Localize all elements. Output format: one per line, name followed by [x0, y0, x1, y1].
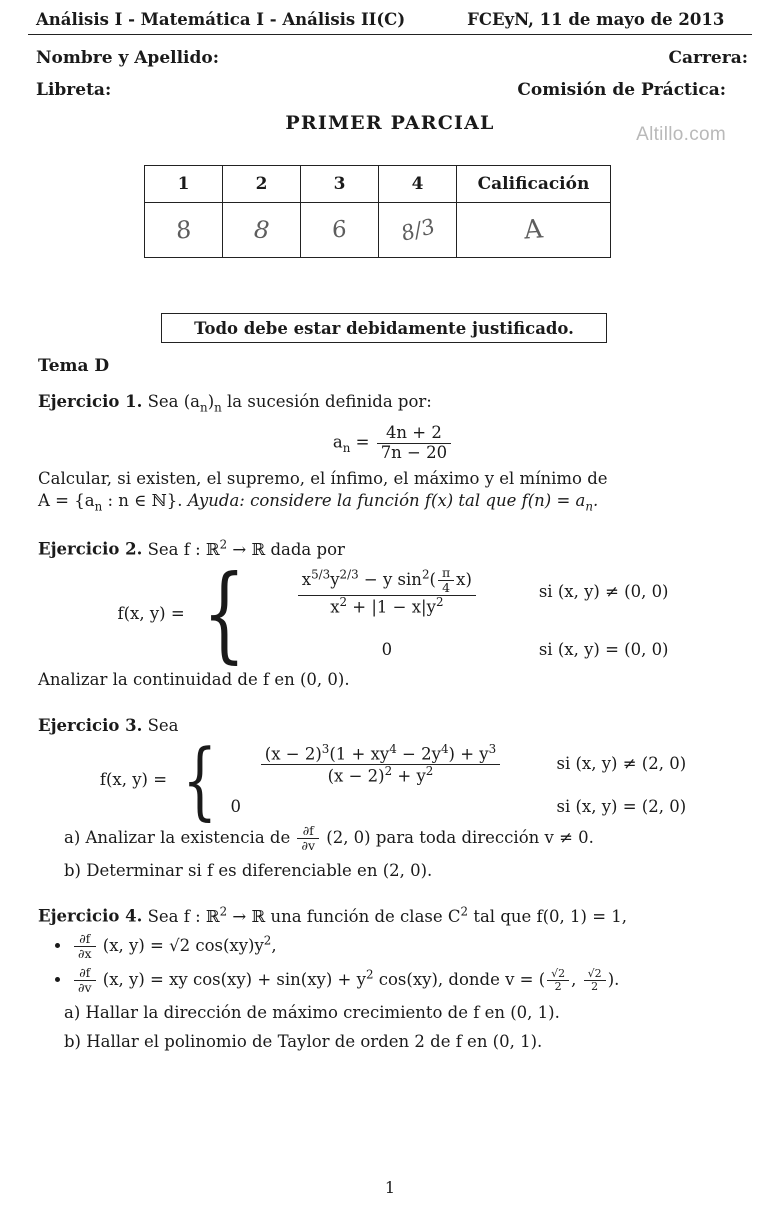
fraction — [298, 566, 476, 617]
exercise-2-formula — [38, 552, 748, 675]
fraction-numerator: $(x - 2)^3(1 + xy^4 - 2y^4) + y^3$ — [261, 743, 500, 765]
fraction — [261, 743, 500, 786]
case-row — [261, 639, 669, 661]
fraction-numerator: 4n + 2 — [377, 424, 451, 443]
grade-cell-2 — [223, 203, 301, 258]
exercise-2 — [38, 537, 748, 560]
table-header-cell: 2 — [223, 166, 301, 203]
grade-cell-3 — [301, 203, 379, 258]
notice-box — [161, 313, 607, 343]
exercise-1-body-2: $A = \{a_n$ : n ∈ ℕ}. Ayuda: considere la función f(x) tal que $f(n) = a_n$. — [38, 491, 599, 514]
id-commission-row — [36, 80, 748, 100]
piecewise-3 — [99, 730, 687, 829]
table-row — [145, 203, 611, 258]
cases — [230, 743, 686, 818]
tema-label: Tema D — [38, 356, 110, 376]
case-value — [261, 566, 513, 617]
name-career-row — [36, 48, 748, 68]
exercise-1 — [38, 391, 748, 416]
partial-derivative: $\frac{\partial f}{\partial v}$ — [297, 824, 319, 853]
header-line — [36, 10, 748, 29]
case-value: 0 — [230, 796, 241, 816]
notice-text: Todo debe estar debidamente justificado. — [194, 318, 574, 338]
handwritten-mark: 8 — [175, 214, 192, 246]
exercise-1-hint: Ayuda: considere la función f(x) tal que $f(n) = a_n$. — [187, 491, 599, 514]
name-label: Nombre y Apellido: — [36, 48, 220, 68]
exercise-2-lhs: f(x, y) = — [117, 603, 185, 623]
exercise-4-item-a: a) Hallar la dirección de máximo crecimiento de f en (0, 1). — [64, 1003, 560, 1023]
exercise-1-intro: Sea $(a_n)_n$ la sucesión definida por: — [147, 392, 432, 415]
table-header-row — [145, 166, 611, 203]
exercise-1-label: Ejercicio 1. — [38, 392, 143, 412]
grade-table — [144, 165, 611, 258]
exercise-3-formula — [38, 730, 748, 829]
grade-cell-4 — [379, 203, 457, 258]
list-item: • $\frac{\partial f}{\partial x}$ (x, y) = √2 $\cos(xy)y^2$, — [72, 932, 748, 961]
fraction-denominator: $x^2 + |1 - x|y^2$ — [330, 595, 444, 617]
table-header-cell: 4 — [379, 166, 457, 203]
case-condition: si (x, y) = (2, 0) — [556, 796, 687, 816]
case-row — [261, 566, 669, 617]
career-label: Carrera: — [668, 48, 748, 68]
brace: { — [182, 730, 218, 829]
table-header-cell: Calificación — [457, 166, 611, 203]
exercise-2-label: Ejercicio 2. — [38, 539, 143, 559]
brace: { — [202, 552, 246, 675]
exercise-4-bullets — [38, 932, 748, 995]
case-value: 0 — [381, 640, 393, 660]
handwritten-mark: 8 — [250, 215, 273, 245]
watermark: Altillo.com — [636, 124, 726, 145]
exercise-4 — [38, 904, 748, 927]
course-title: Análisis I - Matemática I - Análisis II(C) — [36, 10, 406, 29]
id-label: Libreta: — [36, 80, 112, 100]
list-item: • $\frac{\partial f}{\partial v}$ (x, y) = xy $\cos(xy) + \sin(xy) + y^2$ cos(xy), donde v = ( $\frac{√2}{2}$ , $\frac{√2}{2}$ ). — [72, 966, 748, 995]
exercise-1-formula: $a_n$ = $\frac{4n + 2}{7n - 20}$ — [38, 424, 748, 462]
page-title: PRIMER PARCIAL — [285, 112, 495, 134]
case-row — [230, 796, 686, 818]
exercise-3-label: Ejercicio 3. — [38, 715, 143, 735]
exercise-3-item-b: b) Determinar si f es diferenciable en (2, 0). — [64, 861, 433, 881]
case-condition: si (x, y) ≠ (2, 0) — [556, 754, 687, 774]
exercise-4-intro: Sea f : ℝ$^2$ → ℝ una función de clase $C^2$ tal que f(0, 1) = 1, — [147, 904, 628, 926]
commission-label: Comisión de Práctica: — [517, 80, 726, 100]
exercise-1-body-1: Calcular, si existen, el supremo, el ínfimo, el máximo y el mínimo de — [38, 469, 608, 489]
fraction-denominator: 7n − 20 — [380, 442, 448, 462]
exercise-3 — [38, 715, 748, 737]
handwritten-mark: A — [523, 214, 544, 246]
grade-cell-final — [457, 203, 611, 258]
exercise-3-lhs: f(x, y) = — [99, 770, 168, 790]
case-row — [230, 743, 686, 786]
exercise-4-label: Ejercicio 4. — [38, 906, 143, 926]
table-header-cell: 3 — [301, 166, 379, 203]
piecewise-2 — [117, 552, 669, 675]
page-number: 1 — [384, 1178, 396, 1197]
fraction-numerator: $x^{5/3}y^{2/3} - y$ $\sin^2$( $\frac{\pi}{4}$ x) — [298, 566, 476, 596]
exercise-2-tail: Analizar la continuidad de f en (0, 0). — [38, 670, 350, 690]
case-condition: si (x, y) ≠ (0, 0) — [538, 581, 669, 601]
grade-cell-1 — [145, 203, 223, 258]
cases — [261, 566, 669, 661]
table-header-cell: 1 — [145, 166, 223, 203]
exercise-4-item-b: b) Hallar el polinomio de Taylor de orden 2 de f en (0, 1). — [64, 1032, 543, 1052]
fraction-denominator: $(x - 2)^2 + y^2$ — [327, 763, 434, 786]
fraction — [377, 424, 451, 462]
exercise-2-intro: Sea f : ℝ$^2$ → ℝ dada por — [147, 537, 345, 559]
exercise-3-item-a: a) Analizar la existencia de $\frac{\partial f}{\partial v}$ (2, 0) para toda dirección v ≠ 0. — [64, 823, 594, 854]
case-value — [230, 743, 530, 786]
exam-body — [38, 355, 748, 1053]
case-condition: si (x, y) = (0, 0) — [538, 640, 669, 660]
handwritten-mark: 6 — [331, 216, 348, 244]
exercise-3-intro: Sea — [147, 715, 179, 735]
header-divider — [28, 34, 752, 35]
faculty-date: FCEyN, 11 de mayo de 2013 — [467, 10, 725, 29]
handwritten-mark: 8/3 — [399, 213, 436, 247]
